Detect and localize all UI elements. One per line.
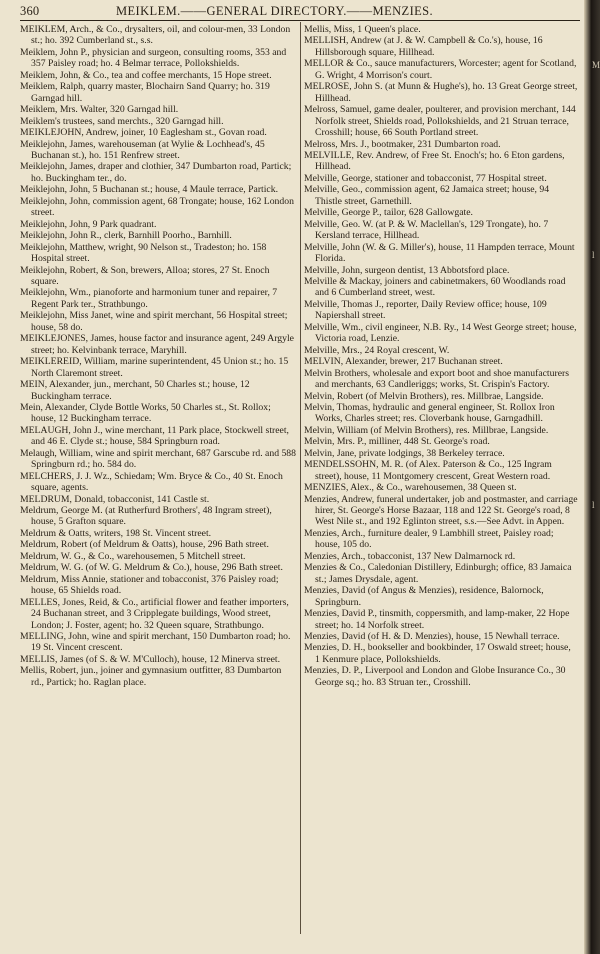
directory-entry: Menzies, Arch., furniture dealer, 9 Lambhill street, Paisley road; house, 105 do.: [304, 527, 554, 551]
directory-entry: MELAUGH, John J., wine merchant, 11 Park place, Stockwell street, and 46 E. Clyde st.; house, 584 Springburn road.: [20, 424, 289, 448]
directory-entry: Meiklejohn, Matthew, wright, 90 Nelson st., Tradeston; ho. 158 Hospital street.: [20, 241, 267, 265]
directory-entry: Meldrum, W. G., & Co., warehousemen, 5 Mitchell street.: [20, 550, 246, 562]
running-title: MEIKLEM.——GENERAL DIRECTORY.——MENZIES.: [116, 4, 434, 18]
directory-entry: MENZIES, Alex., & Co., warehousemen, 38 Queen st.: [304, 482, 517, 494]
directory-entry: MEIKLEJONES, James, house factor and insurance agent, 249 Argyle street; ho. Kelvinbank terrace, Maryhill.: [20, 333, 294, 356]
directory-entry: MEIKLEJOHN, Andrew, joiner, 10 Eaglesham st., Govan road.: [20, 127, 267, 139]
directory-entry: Melross, Samuel, game dealer, poulterer, and provision merchant, 144 Norfolk street, Shields road, Pollokshields, and 21 Struan terrace, Crosshill; house, 66 South Portland street.: [304, 104, 576, 139]
directory-entry: Meiklem, Mrs. Walter, 320 Garngad hill.: [20, 104, 179, 116]
directory-entry: Melvin, Jane, private lodgings, 38 Berkeley terrace.: [304, 447, 505, 459]
directory-entry: Melvin, Robert (of Melvin Brothers), res. Millbrae, Langside.: [304, 390, 544, 402]
directory-entry: Melvin Brothers, wholesale and export boot and shoe manufacturers and merchants, 63 Candleriggs; works, St. Crispin's Factory.: [304, 367, 569, 391]
directory-entry: Melville, Geo., commission agent, 62 Jamaica street; house, 94 Thistle street, Garnethill.: [304, 184, 550, 207]
directory-entry: Menzies, D. H., bookseller and bookbinder, 17 Oswald street; house, 1 Kenmure place, Pollokshields.: [304, 642, 571, 665]
directory-entry: Meiklem, Ralph, quarry master, Blochairn Sand Quarry; ho. 319 Garngad hill.: [20, 81, 270, 104]
directory-entry: MENDELSSOHN, M. R. (of Alex. Paterson & Co., 125 Ingram street), house, 11 Montgomery crescent, Great Western road.: [304, 459, 552, 482]
directory-entry: MEIN, Alexander, jun., merchant, 50 Charles st.; house, 12 Buckingham terrace.: [20, 379, 250, 402]
edge-fragment: l: [592, 250, 595, 260]
directory-entry: MELLES, Jones, Reid, & Co., artificial flower and feather importers, 24 Buchanan street, and 3 Cripplegate buildings, Wood street, London; J. Foster, agent; ho. 32 Queen square, Strathbungo.: [20, 596, 289, 631]
directory-entry: Meldrum, W. G. (of W. G. Meldrum & Co.), house, 296 Bath street.: [20, 562, 283, 574]
directory-entry: MELLISH, Andrew (at J. & W. Campbell & Co.'s), house, 16 Hillsborough square, Hillhead.: [304, 35, 543, 58]
directory-entry: Menzies, Andrew, funeral undertaker, job and postmaster, and carriage hirer, St. George's Horse Bazaar, 118 and 122 St. George's road, 8 West Nile st., and 192 Eglinton street, s.s.—See Advt. in Appen.: [304, 493, 578, 528]
column-divider: [300, 22, 301, 934]
directory-entry: MELROSE, John S. (at Munn & Hughe's), ho. 13 Great George street, Hillhead.: [304, 81, 578, 104]
directory-entry: Meiklejohn, Wm., pianoforte and harmonium tuner and repairer, 7 Regent Park ter., Strathbungo.: [20, 287, 278, 310]
directory-entry: Melville, Geo. W. (at P. & W. Maclellan's, 129 Trongate), ho. 7 Kersland terrace, Hillhead.: [304, 218, 549, 242]
directory-entry: Meiklem, John, & Co., tea and coffee merchants, 15 Hope street.: [20, 69, 272, 81]
directory-entry: Melville, Wm., civil engineer, N.B. Ry., 14 West George street; house, Victoria road, Lenzie.: [304, 321, 577, 345]
directory-entry: Melvin, Thomas, hydraulic and general engineer, St. Rollox Iron Works, Charles street; res. Cloverbank house, Garngadhill.: [304, 401, 555, 425]
directory-entry: Menzies, D. P., Liverpool and London and Globe Insurance Co., 30 George sq.; ho. 83 Struan ter., Crosshill.: [304, 665, 566, 688]
directory-entry: MEIKLEREID, William, marine superintendent, 45 Union st.; ho. 15 North Claremont street.: [20, 356, 289, 379]
directory-entry: Menzies, David P., tinsmith, coppersmith, and lamp-maker, 22 Hope street; ho. 14 Norfolk street.: [304, 608, 570, 631]
directory-entry: Meiklejohn, John, 9 Park quadrant.: [20, 218, 157, 230]
directory-entry: MEIKLEM, Arch., & Co., drysalters, oil, and colour-men, 33 London st.; ho. 392 Cumberland st., s.s.: [20, 24, 291, 47]
directory-entry: Meiklem's trustees, sand merchts., 320 Garngad hill.: [20, 115, 224, 127]
directory-entry: Meldrum, Robert (of Meldrum & Oatts), house, 296 Bath street.: [20, 539, 269, 551]
directory-entry: Menzies, Arch., tobacconist, 137 New Dalmarnock rd.: [304, 550, 516, 562]
right-column: [304, 24, 578, 936]
directory-entry: Meiklejohn, James, warehouseman (at Wylie & Lochhead's, 45 Buchanan st.), ho. 151 Renfrew street.: [20, 138, 265, 161]
directory-entry: MELCHERS, J. J. Wz., Schiedam; Wm. Bryce & Co., 40 St. Enoch square, agents.: [20, 470, 283, 494]
directory-entry: Menzies, David (of Angus & Menzies), residence, Balornock, Springburn.: [304, 585, 544, 608]
directory-entry: Melvin, William (of Melvin Brothers), res. Millbrae, Langside.: [304, 424, 549, 436]
directory-entry: MELLIS, James (of S. & W. M'Culloch), house, 12 Minerva street.: [20, 653, 281, 665]
directory-entry: Melville, George P., tailor, 628 Gallowgate.: [304, 207, 473, 219]
directory-entry: Meiklejohn, Robert, & Son, brewers, Alloa; stores, 27 St. Enoch square.: [20, 264, 270, 287]
directory-entry: Melross, Mrs. J., bootmaker, 231 Dumbarton road.: [304, 138, 501, 150]
directory-entry: Meiklem, John P., physician and surgeon, consulting rooms, 353 and 357 Paisley road; ho. 4 Belmar terrace, Pollokshields.: [20, 46, 287, 70]
directory-entry: Meiklejohn, Miss Janet, wine and spirit merchant, 56 Hospital street; house, 58 do.: [20, 310, 288, 333]
directory-entry: Meiklejohn, John R., clerk, Barnhill Poorho., Barnhill.: [20, 230, 232, 242]
directory-entry: MELVILLE, Rev. Andrew, of Free St. Enoch's; ho. 6 Eton gardens, Hillhead.: [304, 149, 565, 173]
binding-edge: [584, 0, 600, 954]
directory-entry: Meldrum, George M. (at Rutherfurd Brothers', 48 Ingram street), house, 5 Grafton square.: [20, 505, 272, 528]
directory-entry: MELDRUM, Donald, tobacconist, 141 Castle st.: [20, 493, 210, 505]
directory-entry: Melville, John, surgeon dentist, 13 Abbotsford place.: [304, 264, 510, 276]
left-column: [20, 24, 296, 936]
directory-entry: Melville, George, stationer and tobacconist, 77 Hospital street.: [304, 172, 547, 184]
directory-entry: Melville, Thomas J., reporter, Daily Review office; house, 109 Napiershall street.: [304, 298, 547, 322]
directory-entry: Menzies, David (of H. & D. Menzies), house, 15 Newhall terrace.: [304, 631, 560, 643]
directory-entry: Melville & Mackay, joiners and cabinetmakers, 60 Woodlands road and 6 Cumberland street, west.: [304, 275, 566, 299]
directory-entry: Melville, Mrs., 24 Royal crescent, W.: [304, 344, 450, 356]
directory-entry: MELVIN, Alexander, brewer, 217 Buchanan street.: [304, 356, 503, 368]
directory-entry: Meiklejohn, James, draper and clothier, 347 Dumbarton road, Partick; ho. Buckingham ter., do.: [20, 161, 292, 184]
page-number: 360: [20, 4, 40, 18]
header-rule: [20, 20, 580, 21]
directory-entry: Meiklejohn, John, 5 Buchanan st.; house, 4 Maule terrace, Partick.: [20, 184, 279, 196]
directory-entry: Mein, Alexander, Clyde Bottle Works, 50 Charles st., St. Rollox; house, 12 Buckingham terrace.: [20, 401, 271, 425]
directory-entry: Mellis, Miss, 1 Queen's place.: [304, 24, 421, 35]
edge-fragment: l: [592, 500, 595, 510]
directory-entry: Meldrum & Oatts, writers, 198 St. Vincent street.: [20, 527, 212, 539]
page-header: [20, 2, 580, 20]
directory-entry: Menzies & Co., Caledonian Distillery, Edinburgh; office, 83 Jamaica st.; James Drysdale, agent.: [304, 562, 572, 585]
directory-entry: Mellis, Robert, jun., joiner and gymnasium outfitter, 83 Dumbarton rd., Partick; ho. Raglan place.: [20, 665, 282, 688]
directory-entry: Melaugh, William, wine and spirit merchant, 687 Garscube rd. and 588 Springburn rd.; ho. 584 do.: [20, 447, 296, 471]
directory-entry: Melvin, Mrs. P., milliner, 448 St. George's road.: [304, 436, 490, 448]
directory-entry: MELLOR & Co., sauce manufacturers, Worcester; agent for Scotland, G. Wright, 4 Morrison's court.: [304, 58, 577, 81]
edge-fragment: M: [592, 60, 600, 70]
directory-entry: Melville, John (W. & G. Miller's), house, 11 Hampden terrace, Mount Florida.: [304, 241, 575, 265]
directory-entry: Meldrum, Miss Annie, stationer and tobacconist, 376 Paisley road; house, 65 Shields road.: [20, 573, 279, 597]
directory-entry: MELLING, John, wine and spirit merchant, 150 Dumbarton road; ho. 19 St. Vincent crescent.: [20, 631, 291, 654]
directory-entry: Meiklejohn, John, commission agent, 68 Trongate; house, 162 London street.: [20, 195, 294, 219]
